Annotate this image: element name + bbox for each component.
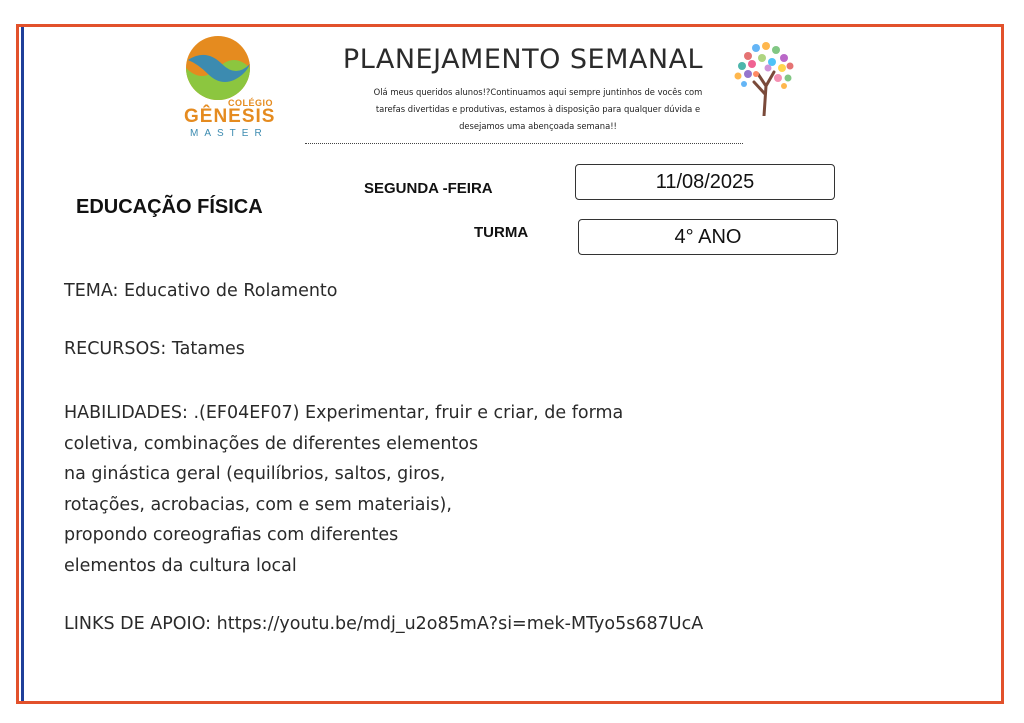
page-title: PLANEJAMENTO SEMANAL xyxy=(342,44,704,75)
logo-school-name: GÊNESIS xyxy=(184,106,276,127)
tree-icon xyxy=(728,38,800,116)
skills-line: elementos da cultura local xyxy=(64,555,297,576)
skills-line: na ginástica geral (equilíbrios, saltos, giros, xyxy=(64,464,446,485)
side-accent-line xyxy=(21,27,24,701)
skills-line: rotações, acrobacias, com e sem materiais), xyxy=(64,494,452,515)
support-links[interactable]: LINKS DE APOIO: https://youtu.be/mdj_u2o85mA?si=mek-MTyo5s687UcA xyxy=(64,614,704,634)
header-divider xyxy=(305,143,743,144)
skills-line: HABILIDADES: .(EF04EF07) Experimentar, fruir e criar, de forma xyxy=(64,403,624,423)
logo-master-text: MASTER xyxy=(190,128,268,139)
class-field: 4° ANO xyxy=(578,219,838,255)
welcome-message xyxy=(352,84,724,135)
welcome-message-line: tarefas divertidas e produtivas, estamos à disposição para qualquer dúvida e xyxy=(375,104,701,114)
skills-text xyxy=(64,398,623,582)
logo-colegio-text: COLÉGIO xyxy=(228,98,274,108)
weekday-label: SEGUNDA -FEIRA xyxy=(364,180,493,197)
welcome-message-line: desejamos uma abençoada semana!! xyxy=(459,121,617,131)
date-field: 11/08/2025 xyxy=(575,164,835,200)
welcome-message-line: Olá meus queridos alunos!?Continuamos aqui sempre juntinhos de vocês com xyxy=(373,87,703,97)
class-label: TURMA xyxy=(474,224,529,241)
theme-text: TEMA: Educativo de Rolamento xyxy=(64,281,338,301)
subject-title: EDUCAÇÃO FÍSICA xyxy=(76,196,263,218)
skills-line: propondo coreografias com diferentes xyxy=(64,525,399,546)
resources-text: RECURSOS: Tatames xyxy=(64,339,245,359)
skills-line: coletiva, combinações de diferentes elementos xyxy=(64,433,479,454)
